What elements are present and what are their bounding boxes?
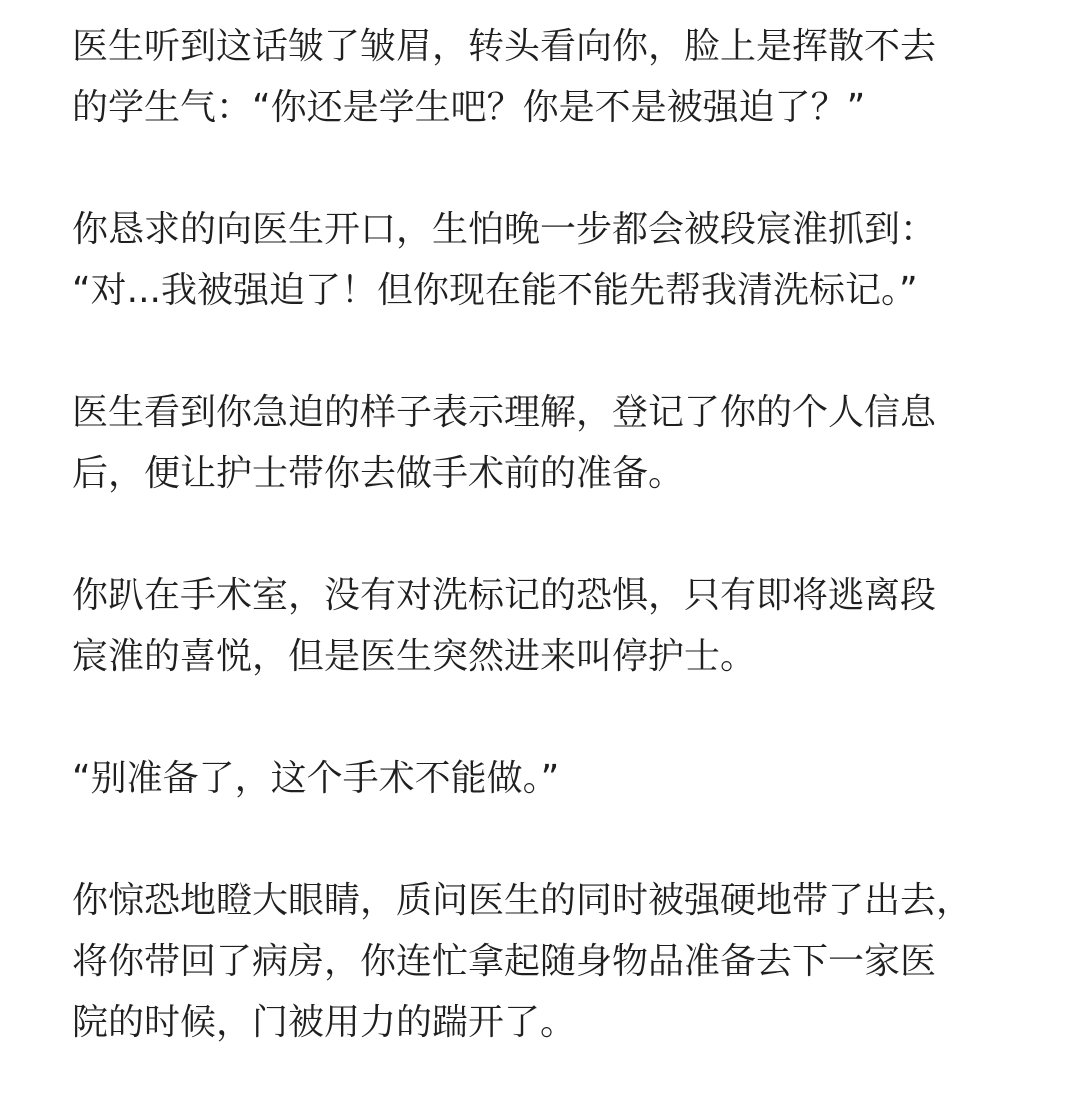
paragraph-5 — [72, 748, 1012, 809]
text-line: 你恳求的向医生开口，生怕晚一步都会被段宸淮抓到： — [72, 209, 937, 250]
text-line: 你惊恐地瞪大眼睛，质问医生的同时被强硬地带了出去， — [72, 880, 973, 921]
text-line: 的学生气：“你还是学生吧？你是不是被强迫了？” — [72, 87, 866, 128]
text-line: 宸淮的喜悦，但是医生突然进来叫停护士。 — [72, 636, 757, 677]
text-line: 医生看到你急迫的样子表示理解，登记了你的个人信息 — [72, 392, 937, 433]
text-line: 你趴在手术室，没有对洗标记的恐惧，只有即将逃离段 — [72, 575, 937, 616]
text-line: 医生听到这话皱了皱眉，转头看向你，脸上是挥散不去 — [72, 26, 937, 67]
paragraph-4 — [72, 565, 1012, 687]
text-line: 院的时候，门被用力的踹开了。 — [72, 1002, 577, 1043]
text-line: 将你带回了病房，你连忙拿起随身物品准备去下一家医 — [72, 941, 937, 982]
text-line: “别准备了，这个手术不能做。” — [72, 758, 560, 799]
article-body — [72, 16, 1012, 1053]
paragraph-2 — [72, 199, 1012, 321]
text-line: 后，便让护士带你去做手术前的准备。 — [72, 453, 685, 494]
text-line: “对...我被强迫了！但你现在能不能先帮我清洗标记。” — [72, 270, 918, 311]
paragraph-3 — [72, 382, 1012, 504]
paragraph-1 — [72, 16, 1012, 138]
paragraph-6 — [72, 870, 1012, 1053]
